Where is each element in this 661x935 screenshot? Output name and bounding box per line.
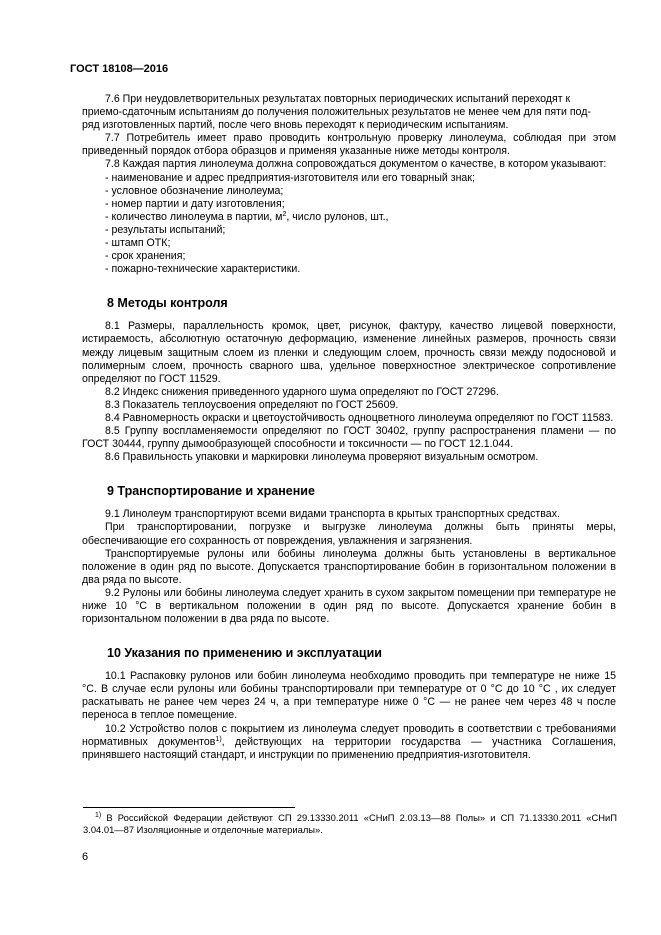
footnote-divider [83, 807, 295, 808]
paragraph-7-8: 7.8 Каждая партия линолеума должна сопровождаться документом о качестве, в котором указывают: [105, 158, 607, 171]
paragraph-7-6-line2: приемо-сдаточным испытаниям до получения положительных результатов не менее чем для пяти под- [82, 106, 591, 119]
list-item-text: - количество линолеума в партии, м [105, 210, 283, 223]
paragraph-9-1c: Транспортируемые рулоны или бобины линолеума должны быть установлены в вертикальное положение в один ряд по высоте. Допускается транспортирование бобин в горизонтальном положении в два ряда по высоте. [82, 547, 616, 586]
paragraph-9-1: 9.1 Линолеум транспортируют всеми видами транспорта в крытых транспортных средствах. [105, 508, 560, 521]
paragraph-9-2: 9.2 Рулоны или бобины линолеума следует хранить в сухом закрытом помещении при температуре не ниже 10 °С в вертикальном положении в один ряд по высоте. Допускается хранение бобин в горизонтальном положении в два ряда по высоте. [82, 586, 616, 626]
list-item: - результаты испытаний; [105, 223, 226, 236]
paragraph-8-5: 8.5 Группу воспламеняемости определяют по ГОСТ 30402, группу распространения пламени — по ГОСТ 30444, группу дымообразующей способности и токсичности — по ГОСТ 12.1.044. [82, 425, 616, 451]
list-item: - пожарно-технические характеристики. [105, 263, 301, 276]
section-heading: 9 Транспортирование и хранение [107, 484, 315, 499]
superscript: 2 [282, 210, 287, 218]
paragraph-10-2 [82, 723, 616, 762]
paragraph-7-7: 7.7 Потребитель имеет право проводить контрольную проверку линолеума, соблюдая при этом приведенный порядок отбора образцов и применяя указанные ниже методы контроля. [82, 132, 616, 158]
section-heading: 8 Методы контроля [107, 296, 228, 311]
footnote [83, 812, 617, 836]
document-body [82, 93, 616, 762]
paragraph-8-6: 8.6 Правильность упаковки и маркировки линолеума проверяют визуальным осмотром. [105, 451, 539, 464]
paragraph-8-2: 8.2 Индекс снижения приведенного ударного шума определяют по ГОСТ 27296. [105, 385, 499, 398]
section-10 [82, 645, 616, 762]
paragraph-8-1: 8.1 Размеры, параллельность кромок, цвет, рисунок, фактуру, качество лицевой поверхности, истираемость, абсолютную остаточную деформацию, изменение линейных размеров, прочность связи между лицевым защитным слоем из пленки и следующим слоем, прочность связи между подосновой и полимерным слоем, прочность сварного шва, удельное поверхностное электрическое сопротивление определяют по ГОСТ 11529. [82, 320, 616, 385]
document-header: ГОСТ 18108—2016 [70, 63, 169, 75]
list-item: - номер партии и дату изготовления; [105, 197, 285, 210]
paragraph-7-6-line1: 7.6 При неудовлетворительных результатах повторных периодических испытаний переходят к [105, 93, 571, 105]
paragraph-8-4: 8.4 Равномерность окраски и цветоустойчивость одноцветного линолеума определяют по ГОСТ 11583. [105, 411, 614, 424]
list-item: - наименование и адрес предприятия-изготовителя или его товарный знак; [105, 171, 475, 184]
page-number: 6 [82, 851, 89, 863]
section-8 [82, 295, 616, 464]
list-item [105, 211, 616, 224]
list-item: - условное обозначение линолеума; [105, 184, 284, 197]
list-item: - срок хранения; [105, 250, 186, 263]
paragraph-text: 10.2 Устройство полов с покрытием из линолеума следует проводить в соответствии с требованиями нормативных документов [82, 722, 616, 748]
paragraph-9-1b: При транспортировании, погрузке и выгрузке линолеума должны быть приняты меры, обеспечивающие его сохранность от повреждения, увлажнения и загрязнения. [82, 521, 616, 547]
section-9 [82, 483, 616, 626]
list-item-tail: , число рулонов, шт., [286, 210, 389, 223]
list-item: - штамп ОТК; [105, 237, 171, 250]
footnote-ref: 1) [215, 735, 222, 743]
paragraph-7-6-line3: ряд изготовленных партий, после чего вновь переходят к периодическим испытаниям. [82, 119, 509, 132]
paragraph-10-1: 10.1 Распаковку рулонов или бобин линолеума необходимо проводить при температуре не ниже 15 °С. В случае если рулоны или бобины транспортировали при температуре от 0 °С до 10 °С , их следует раскатывать не ранее чем через 24 ч, а при температуре ниже 0 °С — не ранее чем через 48 ч после переноса в теплое помещение. [82, 670, 616, 722]
paragraph-text: , действующих на территории государства — участника Соглашения, принявшего настоящий стандарт, и инструкции по применению предприятия-изготовителя. [82, 735, 616, 761]
paragraph-8-3: 8.3 Показатель теплоусвоения определяют по ГОСТ 25609. [105, 398, 399, 411]
footnote-mark: 1) [95, 812, 102, 819]
section-heading: 10 Указания по применению и эксплуатации [107, 646, 382, 661]
footnote-text: В Российской Федерации действуют СП 29.13330.2011 «СНиП 2.03.13—88 Полы» и СП 71.13330.2011 «СНиП 3.04.01—87 Изоляционные и отделочные материалы». [83, 812, 617, 835]
